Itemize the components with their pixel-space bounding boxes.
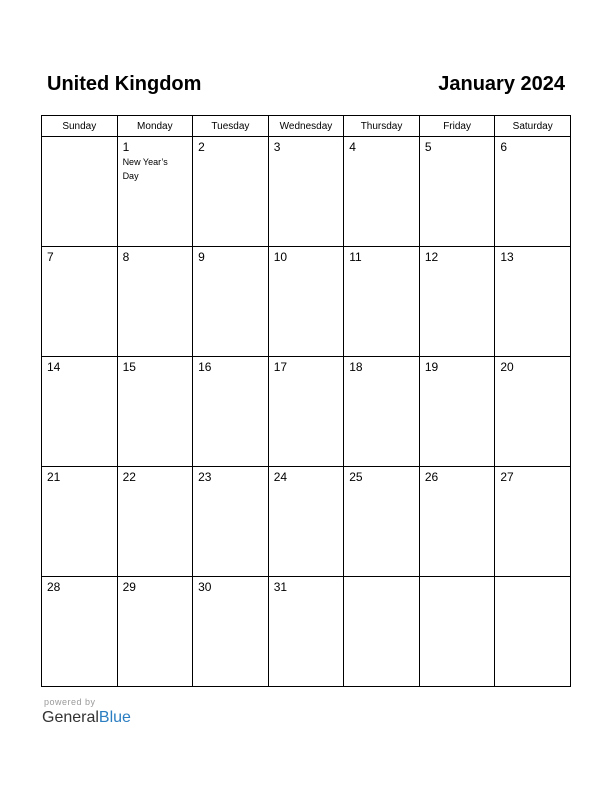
day-cell bbox=[193, 247, 269, 357]
day-number: 11 bbox=[349, 250, 362, 264]
day-cell bbox=[42, 467, 118, 577]
day-number: 30 bbox=[198, 580, 212, 594]
day-number: 7 bbox=[47, 250, 54, 264]
day-cell bbox=[419, 577, 495, 687]
day-cell bbox=[344, 467, 420, 577]
day-number bbox=[42, 137, 117, 140]
day-cell bbox=[268, 247, 344, 357]
weekday-header: Saturday bbox=[495, 116, 571, 137]
day-number: 31 bbox=[273, 580, 288, 594]
day-cell bbox=[193, 467, 269, 577]
week-row bbox=[42, 137, 571, 247]
weekday-header: Sunday bbox=[42, 116, 118, 137]
weekday-header: Friday bbox=[419, 116, 495, 137]
day-number: 12 bbox=[424, 250, 439, 264]
day-number: 8 bbox=[122, 250, 130, 264]
day-cell bbox=[117, 247, 193, 357]
day-cell bbox=[117, 357, 193, 467]
powered-by-text: powered by bbox=[44, 697, 96, 707]
day-number bbox=[344, 577, 419, 580]
week-row bbox=[42, 577, 571, 687]
day-cell bbox=[495, 357, 571, 467]
day-number: 27 bbox=[500, 470, 514, 484]
brand-general-text: General bbox=[42, 709, 99, 726]
day-number: 25 bbox=[349, 470, 363, 484]
day-cell bbox=[419, 247, 495, 357]
day-number: 3 bbox=[273, 140, 281, 154]
day-number bbox=[420, 577, 495, 580]
day-cell bbox=[495, 577, 571, 687]
day-cell bbox=[495, 467, 571, 577]
day-number: 1 bbox=[122, 140, 130, 154]
day-cell bbox=[42, 247, 118, 357]
calendar-month-title: January 2024 bbox=[438, 73, 565, 95]
day-number: 13 bbox=[500, 250, 514, 264]
day-number: 4 bbox=[349, 140, 356, 154]
weekday-header-row bbox=[42, 116, 571, 137]
day-cell bbox=[117, 577, 193, 687]
day-cell bbox=[344, 357, 420, 467]
day-cell bbox=[42, 137, 118, 247]
day-number: 16 bbox=[198, 360, 212, 374]
day-number: 22 bbox=[122, 470, 136, 484]
day-number: 17 bbox=[273, 360, 288, 374]
day-cell bbox=[268, 357, 344, 467]
day-number: 24 bbox=[273, 470, 288, 484]
day-number: 2 bbox=[198, 140, 205, 154]
day-cell bbox=[344, 577, 420, 687]
day-cell bbox=[42, 577, 118, 687]
day-cell bbox=[193, 137, 269, 247]
day-cell bbox=[117, 467, 193, 577]
day-number: 14 bbox=[47, 360, 61, 374]
calendar-grid bbox=[41, 115, 571, 687]
day-cell bbox=[495, 137, 571, 247]
weekday-header: Monday bbox=[117, 116, 193, 137]
day-number: 19 bbox=[424, 360, 439, 374]
day-number: 20 bbox=[500, 360, 514, 374]
day-number: 28 bbox=[47, 580, 61, 594]
day-number: 21 bbox=[47, 470, 61, 484]
day-cell bbox=[268, 467, 344, 577]
day-number: 9 bbox=[198, 250, 205, 264]
day-number: 23 bbox=[198, 470, 212, 484]
day-cell bbox=[344, 137, 420, 247]
day-number: 6 bbox=[500, 140, 508, 154]
day-number: 29 bbox=[122, 580, 136, 594]
day-number: 18 bbox=[349, 360, 363, 374]
holiday-label: New Year’s Day bbox=[122, 157, 168, 181]
brand-blue-text: Blue bbox=[98, 709, 131, 726]
weekday-header: Thursday bbox=[344, 116, 420, 137]
day-cell bbox=[419, 137, 495, 247]
day-cell bbox=[268, 137, 344, 247]
day-cell bbox=[419, 467, 495, 577]
day-cell bbox=[117, 137, 193, 247]
day-cell bbox=[268, 577, 344, 687]
day-number: 5 bbox=[424, 140, 432, 154]
day-cell bbox=[193, 357, 269, 467]
week-row bbox=[42, 357, 571, 467]
day-number: 10 bbox=[273, 250, 288, 264]
day-number: 15 bbox=[122, 360, 136, 374]
weekday-header: Wednesday bbox=[268, 116, 344, 137]
generalblue-logo bbox=[42, 708, 131, 728]
day-cell bbox=[419, 357, 495, 467]
day-cell bbox=[193, 577, 269, 687]
day-cell bbox=[344, 247, 420, 357]
week-row bbox=[42, 467, 571, 577]
day-cell bbox=[495, 247, 571, 357]
weekday-header: Tuesday bbox=[193, 116, 269, 137]
day-cell bbox=[42, 357, 118, 467]
week-row bbox=[42, 247, 571, 357]
calendar-country-title: United Kingdom bbox=[47, 73, 202, 95]
day-number bbox=[495, 577, 570, 580]
day-number: 26 bbox=[424, 470, 439, 484]
